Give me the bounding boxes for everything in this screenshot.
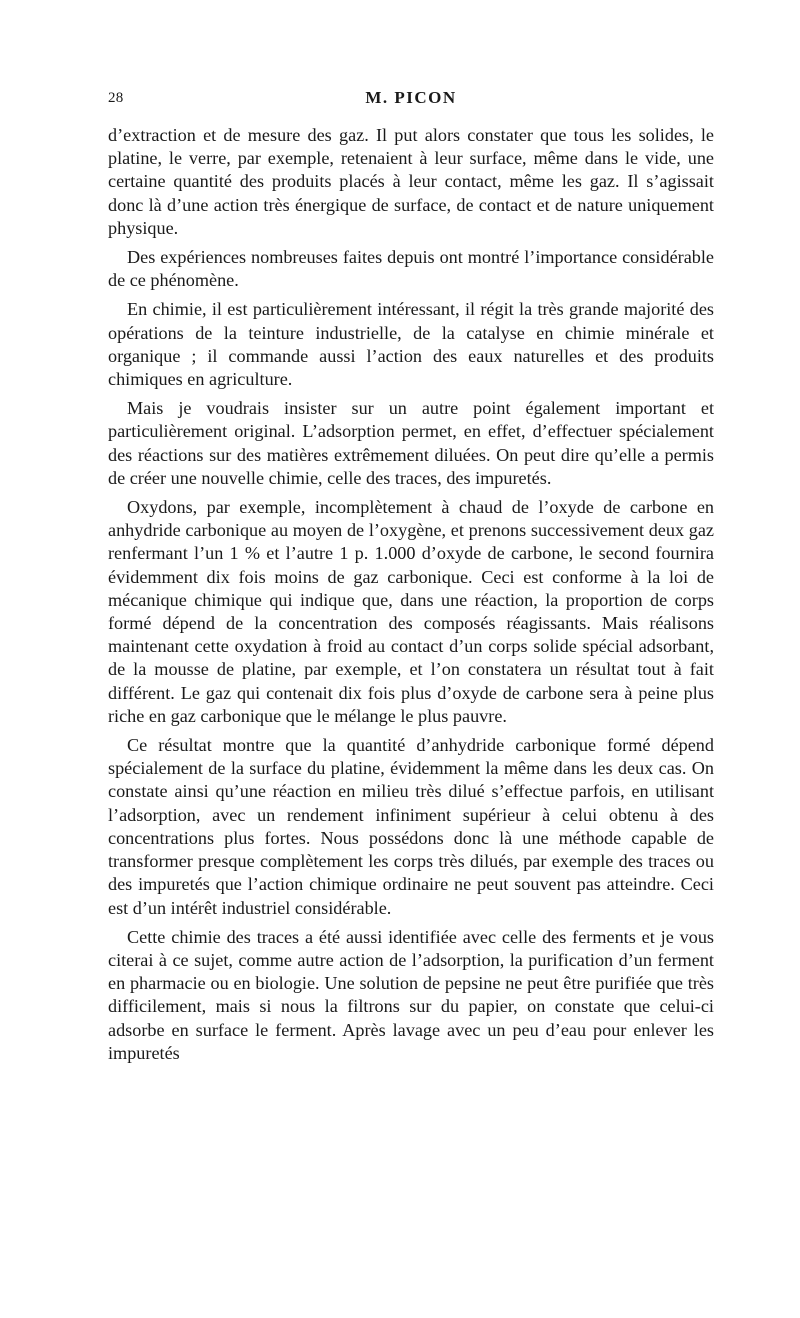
- paragraph: En chimie, il est particulièrement intéressant, il régit la très grande majorité des opérations de la teinture industrielle, de la catalyse en chimie minérale et organique ; il commande aussi l’action des eaux naturelles et des produits chimiques en agriculture.: [108, 299, 714, 390]
- running-head: M. PICON: [365, 88, 457, 107]
- paragraph: Oxydons, par exemple, incomplètement à chaud de l’oxyde de carbone en anhydride carbonique au moyen de l’oxygène, et prenons successivement deux gaz renfermant l’un 1 % et l’autre 1 p. 1.000 d’oxyde de carbone, le second fournira évidemment dix fois moins de gaz carbonique. Ceci est conforme à la loi de mécanique chimique qui indique que, dans une réaction, la proportion de corps formé dépend de la concentration des composés réagissants. Mais réalisons maintenant cette oxydation à froid au contact d’un corps solide spécial adsorbant, de la mousse de platine, par exemple, et l’on constatera un résultat tout à fait différent. Le gaz qui contenait dix fois plus d’oxyde de carbone sera à peine plus riche en gaz carbonique que le mélange le plus pauvre.: [108, 497, 714, 726]
- book-page: [108, 84, 714, 1071]
- page-number: 28: [108, 90, 124, 106]
- paragraph-continued: d’extraction et de mesure des gaz. Il put alors constater que tous les solides, le platine, le verre, par exemple, retenaient à leur surface, même dans le vide, une certaine quantité des produits placés à leur contact, même les gaz. Il s’agissait donc là d’une action très énergique de surface, de contact et de nature uniquement physique.: [108, 125, 714, 238]
- paragraph: Des expériences nombreuses faites depuis ont montré l’importance considérable de ce phénomène.: [108, 247, 714, 291]
- paragraph: Cette chimie des traces a été aussi identifiée avec celle des ferments et je vous citerai à ce sujet, comme autre action de l’adsorption, la purification d’un ferment en pharmacie ou en biologie. Une solution de pepsine ne peut être purifiée que très difficilement, mais si nous la filtrons sur du papier, on constate que celui-ci adsorbe en surface le ferment. Après lavage avec un peu d’eau pour enlever les impuretés: [108, 926, 714, 1063]
- page-header: [108, 84, 714, 124]
- body-text: [108, 124, 714, 1065]
- paragraph: Ce résultat montre que la quantité d’anhydride carbonique formé dépend spécialement de la surface du platine, évidemment la même dans les deux cas. On constate ainsi qu’une réaction en milieu très dilué s’effectue parfois, en utilisant l’adsorption, avec un rendement infiniment supérieur à celui obtenu à des concentrations plus fortes. Nous possédons donc là une méthode capable de transformer presque complètement les corps très dilués, par exemple des traces ou des impuretés que l’action chimique ordinaire ne peut souvent pas atteindre. Ceci est d’un intérêt industriel considérable.: [108, 735, 714, 918]
- paragraph: Mais je voudrais insister sur un autre point également important et particulièrement original. L’adsorption permet, en effet, d’effectuer spécialement des réactions sur des matières extrêmement diluées. On peut dire qu’elle a permis de créer une nouvelle chimie, celle des traces, des impuretés.: [108, 398, 714, 488]
